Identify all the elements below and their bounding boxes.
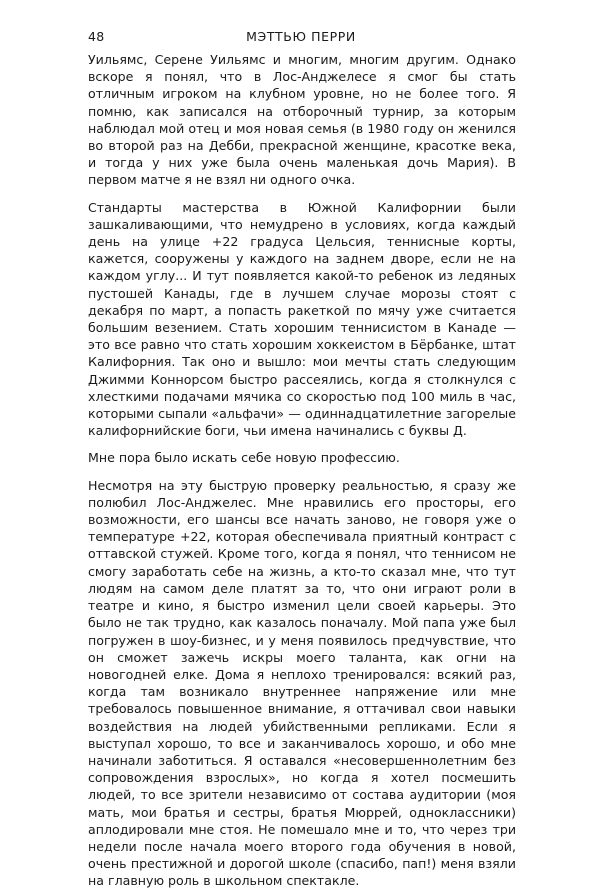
running-title: МЭТТЬЮ ПЕРРИ bbox=[246, 29, 356, 44]
paragraph: Уильямс, Серене Уильямс и многим, многим другим. Однако вскоре я понял, что в Лос-Анджелесе я смог бы стать отличным игроком на клубном уровне, но не более того. Я помню, как записался на отборочный турнир, за которым наблюдал мой отец и моя новая семья (в 1980 году он женился во второй раз на Дебби, прекрасной женщине, красотке века, и тогда у них уже была очень маленькая дочь Мария). В первом матче я не взял ни одного очка. bbox=[88, 52, 516, 188]
page-number: 48 bbox=[88, 29, 105, 44]
paragraph: Несмотря на эту быструю проверку реальностью, я сразу же полюбил Лос-Анджелес. Мне нравились его просторы, его возможности, его шансы все начать заново, не говоря уже о температуре +22, которая обеспечивала приятный контраст с оттавской стужей. Кроме того, когда я понял, что теннисом не смогу заработать себе на жизнь, а кто-то сказал мне, что тут людям на самом деле платят за то, что они играют роли в театре и кино, я быстро изменил цели своей карьеры. Это было не так трудно, как казалось поначалу. Мой папа уже был погружен в шоу-бизнес, и у меня появилось предчувствие, что он сможет зажечь искры моего таланта, как огни на новогодней елке. Дома я неплохо тренировался: всякий раз, когда там возникало внутреннее напряжение или мне требовалось повышенное внимание, я оттачивал свои навыки воздействия на людей убийственными репликами. Если я выступал хорошо, то все и заканчивалось хорошо, и обо мне начинали заботиться. Я оставался «несовершеннолетним без сопровождения взрослых», но когда я хотел посмешить людей, то все зрители независимо от состава аудитории (моя мать, мои братья и сестры, братья Мюррей, одноклассники) аплодировали мне стоя. Не помешало мне и то, что через три недели после начала моего второго года обучения в новой, очень престижной и дорогой школе (спасибо, пап!) меня взяли на главную роль в школьном спектакле. bbox=[88, 477, 516, 889]
running-header bbox=[88, 29, 514, 45]
paragraph: Стандарты мастерства в Южной Калифорнии были зашкаливающими, что немудрено в условиях, когда каждый день на улице +22 градуса Цельсия, теннисные корты, кажется, сооружены у каждого на заднем дворе, если не на каждом углу... И тут появляется какой-то ребенок из ледяных пустошей Канады, где в лучшем случае морозы стоят с декабря по март, а попасть ракеткой по мячу уже считается большим везением. Стать хорошим теннисистом в Канаде — это все равно что стать хорошим хоккеистом в Бёрбанке, штат Калифорния. Так оно и вышло: мои мечты стать следующим Джимми Коннорсом быстро рассеялись, когда я столкнулся с хлесткими подачами мячика со скоростью под 100 миль в час, которыми сыпали «альфачи» — одиннадцатилетние загорелые калифорнийские боги, чьи имена начинались с буквы Д. bbox=[88, 199, 516, 439]
body-text bbox=[88, 51, 516, 890]
paragraph: Мне пора было искать себе новую профессию. bbox=[88, 450, 400, 466]
